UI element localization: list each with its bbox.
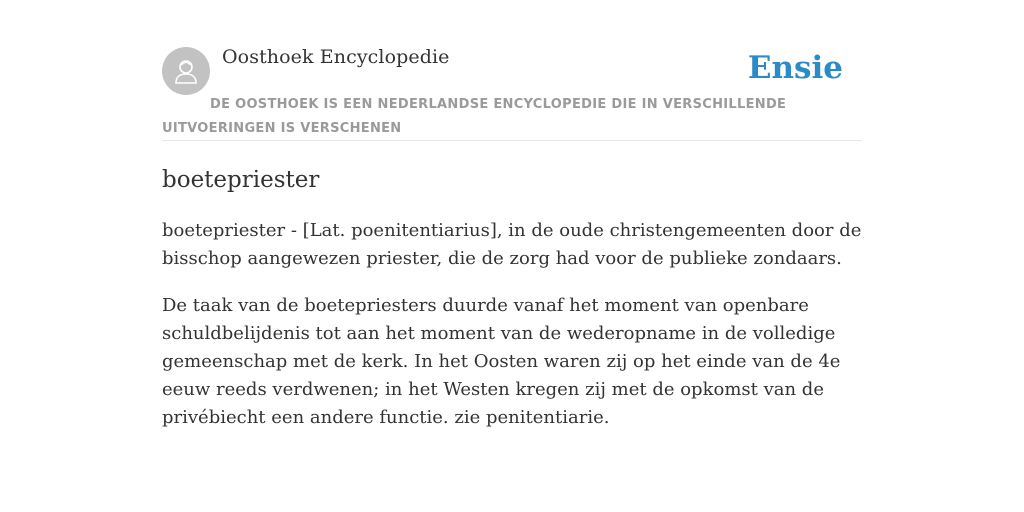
entry-paragraph: De taak van de boetepriesters duurde vanaf het moment van openbare schuldbelijdenis tot aan het moment van de wederopname in de volledige gemeenschap met de kerk. In het Oosten waren zij op het einde van de 4e eeuw reeds verdwenen; in het Westen kregen zij met de opkomst van de privébiecht een andere functie. zie penitentiarie. (162, 295, 841, 428)
entry-content (162, 165, 862, 432)
header (162, 46, 862, 141)
user-placeholder-icon (171, 56, 201, 86)
avatar[interactable] (162, 47, 210, 95)
site-tagline: DE OOSTHOEK IS EEN NEDERLANDSE ENCYCLOPEDIE DIE IN VERSCHILLENDE UITVOERINGEN IS VERSCHENEN (162, 97, 787, 136)
page-title: boetepriester (162, 167, 320, 193)
page (162, 0, 862, 432)
entry-paragraph: boetepriester - [Lat. poenitentiarius], in de oude christengemeenten door de bisschop aangewezen priester, die de zorg had voor de publieke zondaars. (162, 220, 862, 269)
brand-logo-link[interactable]: Ensie (747, 50, 843, 86)
site-name[interactable]: Oosthoek Encyclopedie (222, 46, 450, 68)
